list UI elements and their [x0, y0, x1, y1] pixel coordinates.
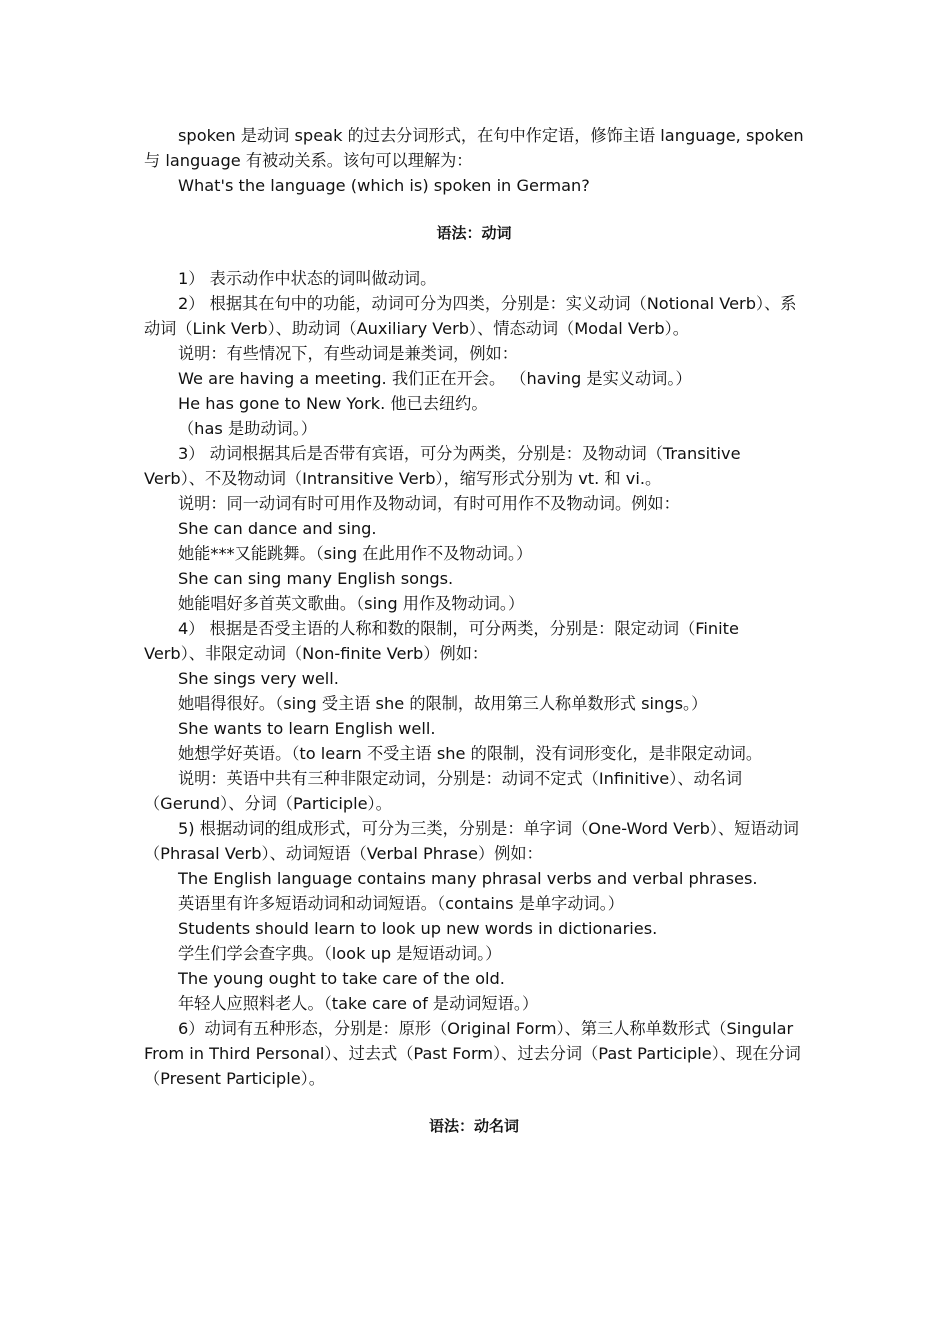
paragraph: 英语里有许多短语动词和动词短语。（contains 是单字动词。）: [178, 894, 624, 913]
paragraph: 她想学好英语。（to learn 不受主语 she 的限制，没有词形变化，是非限定动词。: [178, 744, 763, 763]
intro-example: What's the language (which is) spoken in German?: [178, 176, 590, 195]
paragraph: She wants to learn English well.: [178, 719, 436, 738]
paragraph: （has 是助动词。）: [178, 419, 317, 438]
paragraph: We are having a meeting. 我们正在开会。 （having 是实义动词。）: [178, 369, 692, 388]
section-heading-verbs: 语法：动词: [436, 224, 512, 242]
paragraph: 说明：英语中共有三种非限定动词，分别是：动词不定式（Infinitive）、动名词（Gerund）、分词（Participle）。: [144, 769, 743, 813]
paragraph: Students should learn to look up new words in dictionaries.: [178, 919, 658, 938]
paragraph: 年轻人应照料老人。（take care of 是动词短语。）: [178, 994, 539, 1013]
paragraph: 2） 根据其在句中的功能，动词可分为四类，分别是：实义动词（Notional Verb）、系动词（Link Verb）、助动词（Auxiliary Verb）、情态动词（Modal Verb）。: [144, 294, 797, 338]
paragraph: He has gone to New York. 他已去纽约。: [178, 394, 488, 413]
paragraph: 她唱得很好。（sing 受主语 she 的限制，故用第三人称单数形式 sings。）: [178, 694, 708, 713]
section-heading-gerund: 语法：动名词: [428, 1117, 519, 1135]
paragraph: She sings very well.: [178, 669, 339, 688]
paragraph: 5) 根据动词的组成形式，可分为三类，分别是：单字词（One-Word Verb）、短语动词（Phrasal Verb）、动词短语（Verbal Phrase）例如：: [144, 819, 799, 863]
paragraph: 她能***又能跳舞。（sing 在此用作不及物动词。）: [178, 544, 533, 563]
paragraph: 4） 根据是否受主语的人称和数的限制，可分两类，分别是：限定动词（Finite Verb）、非限定动词（Non-finite Verb）例如：: [144, 619, 739, 663]
paragraph: She can sing many English songs.: [178, 569, 454, 588]
intro-paragraph: spoken 是动词 speak 的过去分词形式，在句中作定语，修饰主语 language, spoken 与 language 有被动关系。该句可以理解为：: [144, 126, 804, 170]
paragraph: The young ought to take care of the old.: [178, 969, 505, 988]
paragraph: She can dance and sing.: [178, 519, 377, 538]
paragraph: 1） 表示动作中状态的词叫做动词。: [178, 269, 437, 288]
paragraph: 6）动词有五种形态，分别是：原形（Original Form）、第三人称单数形式（Singular From in Third Personal）、过去式（Past Form）、过去分词（Past Participle）、现在分词（Present Participle）。: [144, 1019, 801, 1088]
paragraph: 说明：同一动词有时可用作及物动词，有时可用作不及物动词。例如：: [178, 494, 680, 513]
paragraph: 说明：有些情况下，有些动词是兼类词，例如：: [178, 344, 518, 363]
paragraph: The English language contains many phrasal verbs and verbal phrases.: [178, 869, 758, 888]
paragraph: 学生们学会查字典。（look up 是短语动词。）: [178, 944, 502, 963]
document-page: [144, 123, 804, 1139]
paragraph: 3） 动词根据其后是否带有宾语，可分为两类，分别是：及物动词（Transitive Verb）、不及物动词（Intransitive Verb），缩写形式分别为 vt. 和 vi.。: [144, 444, 741, 488]
paragraph: 她能唱好多首英文歌曲。（sing 用作及物动词。）: [178, 594, 525, 613]
